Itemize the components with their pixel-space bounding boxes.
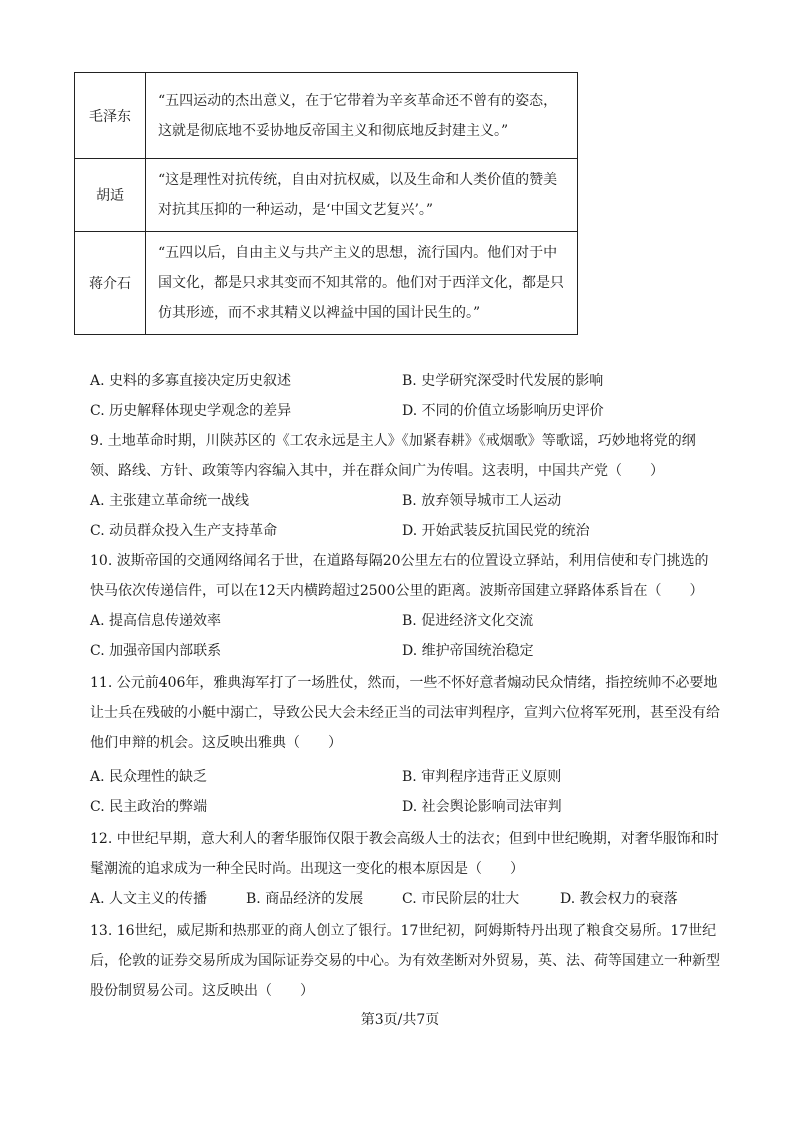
option-row <box>90 792 650 822</box>
q12-stem: 12. 中世纪早期，意大利人的奢华服饰仅限于教会高级人士的法衣；但到中世纪晚期，对奢华服饰和时髦潮流的追求成为一种全民时尚。出现这一变化的根本原因是（ ） <box>90 831 719 877</box>
option-row <box>90 762 650 792</box>
quote-cell: “这是理性对抗传统，自由对抗权威，以及生命和人类价值的赞美对抗其压抑的一种运动，是‘中国文艺复兴’。” <box>146 159 578 232</box>
q11-options <box>90 762 650 822</box>
table-row <box>75 73 578 159</box>
option-c[interactable]: C. 历史解释体现史学观念的差异 <box>90 403 292 419</box>
quote-cell: “五四以后，自由主义与共产主义的思想，流行国内。他们对于中国文化，都是只求其变而不知其常的。他们对于西洋文化，都是只仿其形迹，而不求其精义以裨益中国的国计民生的。” <box>146 232 578 335</box>
quote-cell: “五四运动的杰出意义，在于它带着为辛亥革命还不曾有的姿态，这就是彻底地不妥协地反帝国主义和彻底地反封建主义。” <box>146 73 578 159</box>
option-c[interactable]: C. 加强帝国内部联系 <box>90 643 222 659</box>
option-b[interactable]: B. 史学研究深受时代发展的影响 <box>402 373 604 389</box>
q13-stem: 13. 16世纪，威尼斯和热那亚的商人创立了银行。17世纪初，阿姆斯特丹出现了粮食交易所。17世纪后，伦敦的证券交易所成为国际证券交易的中心。为有效垄断对外贸易，英、法、荷等国建立一种新型股份制贸易公司。这反映出（ ） <box>90 923 720 999</box>
q11-stem: 11. 公元前406年，雅典海军打了一场胜仗，然而，一些不怀好意者煽动民众情绪，指控统帅不必要地让士兵在残破的小艇中溺亡，导致公民大会未经正当的司法审判程序，宣判六位将军死刑，甚至没有给他们申辩的机会。这反映出雅典（ ） <box>90 675 720 751</box>
option-a[interactable]: A. 民众理性的缺乏 <box>90 769 208 785</box>
q9-stem: 9. 土地革命时期，川陕苏区的《工农永远是主人》《加紧春耕》《戒烟歌》等歌谣，巧妙地将党的纲领、路线、方针、政策等内容编入其中，并在群众间广为传唱。这表明，中国共产党（ ） <box>90 433 696 479</box>
table-row <box>75 159 578 232</box>
person-cell: 胡适 <box>75 159 146 232</box>
q9-options <box>90 486 650 546</box>
option-a[interactable]: A. 主张建立革命统一战线 <box>90 493 250 509</box>
person-cell: 蒋介石 <box>75 232 146 335</box>
option-c[interactable]: C. 民主政治的弊端 <box>90 799 208 815</box>
option-a[interactable]: A. 提高信息传递效率 <box>90 613 222 629</box>
option-row <box>90 366 650 396</box>
option-a[interactable]: A. 人文主义的传播 <box>90 891 208 907</box>
option-c[interactable]: C. 动员群众投入生产支持革命 <box>90 523 278 539</box>
q8-options <box>90 366 650 426</box>
option-d[interactable]: D. 维护帝国统治稳定 <box>402 643 534 659</box>
q10-stem: 10. 波斯帝国的交通网络闻名于世，在道路每隔20公里左右的位置设立驿站，利用信使和专门挑选的快马依次传递信件，可以在12天内横跨超过2500公里的距离。波斯帝国建立驿路体系旨在（ ） <box>90 553 709 599</box>
table-row <box>75 232 578 335</box>
option-c[interactable]: C. 市民阶层的壮大 <box>402 891 520 907</box>
option-row <box>90 486 650 516</box>
person-cell: 毛泽东 <box>75 73 146 159</box>
q12-options <box>90 884 730 914</box>
option-d[interactable]: D. 教会权力的衰落 <box>560 891 678 907</box>
quotes-table <box>74 72 578 335</box>
option-d[interactable]: D. 开始武装反抗国民党的统治 <box>402 523 590 539</box>
q10-options <box>90 606 650 666</box>
option-d[interactable]: D. 不同的价值立场影响历史评价 <box>402 403 604 419</box>
option-row <box>90 516 650 546</box>
option-row <box>90 636 650 666</box>
option-b[interactable]: B. 审判程序违背正义原则 <box>402 769 562 785</box>
option-b[interactable]: B. 商品经济的发展 <box>246 891 364 907</box>
option-d[interactable]: D. 社会舆论影响司法审判 <box>402 799 562 815</box>
option-row <box>90 606 650 636</box>
option-a[interactable]: A. 史料的多寡直接决定历史叙述 <box>90 373 292 389</box>
page-number: 第3页/共7页 <box>360 1012 440 1028</box>
option-b[interactable]: B. 促进经济文化交流 <box>402 613 534 629</box>
option-b[interactable]: B. 放弃领导城市工人运动 <box>402 493 562 509</box>
option-row <box>90 396 650 426</box>
